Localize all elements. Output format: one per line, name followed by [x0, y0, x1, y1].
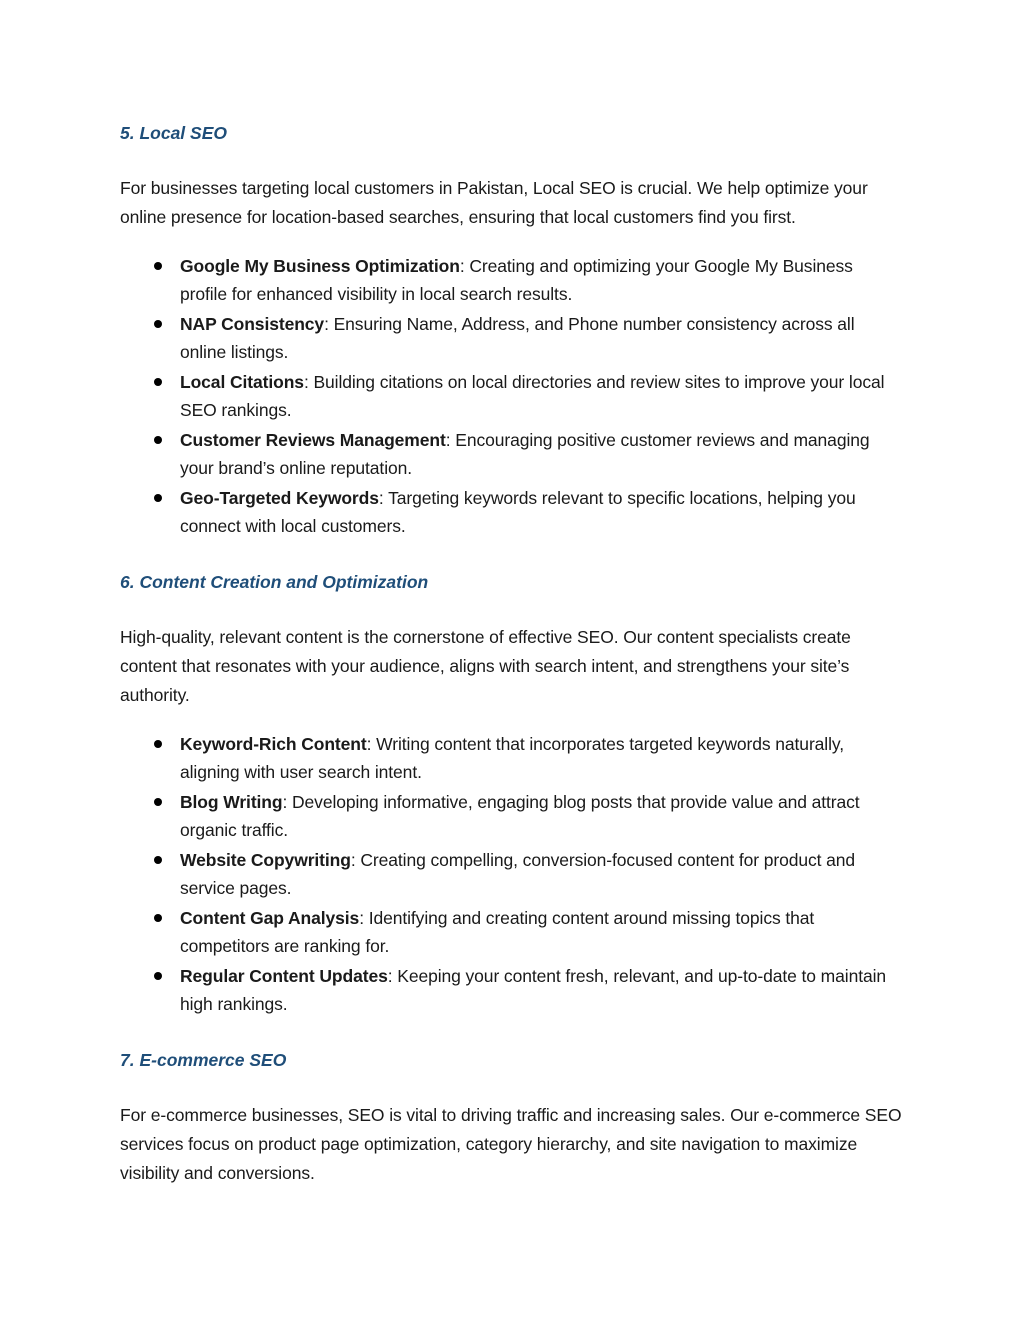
list-item-term: Regular Content Updates [180, 966, 388, 986]
paragraph-local-seo: For businesses targeting local customers in Pakistan, Local SEO is crucial. We help optimize your online presence for location-based searches, ensuring that local customers find you first. [120, 178, 868, 227]
paragraph-content-creation: High-quality, relevant content is the cornerstone of effective SEO. Our content specialists create content that resonates with your audience, aligns with search intent, and strengthens your site’s authority. [120, 627, 851, 705]
bullet-icon [154, 740, 162, 748]
list-item-desc: : Targeting keywords relevant to specific locations, helping you connect with local customers. [180, 488, 856, 536]
bullet-icon [154, 972, 162, 980]
list-item [120, 484, 910, 540]
list-item-term: NAP Consistency [180, 314, 325, 334]
bullet-icon [154, 798, 162, 806]
list-item-desc: : Creating compelling, conversion-focused content for product and service pages. [180, 850, 856, 898]
list-item [120, 310, 910, 366]
list-item [120, 788, 910, 844]
list-content-creation [120, 730, 910, 1020]
list-item-desc: : Identifying and creating content around missing topics that competitors are ranking for. [180, 908, 815, 956]
heading-local-seo: 5. Local SEO [120, 123, 227, 143]
list-item [120, 904, 910, 960]
list-item [120, 846, 910, 902]
bullet-icon [154, 494, 162, 502]
list-local-seo [120, 252, 910, 542]
list-item-term: Keyword-Rich Content [180, 734, 367, 754]
list-item [120, 730, 910, 786]
list-item-desc: : Encouraging positive customer reviews and managing your brand’s online reputation. [180, 430, 870, 478]
list-item-desc: : Ensuring Name, Address, and Phone number consistency across all online listings. [180, 314, 855, 362]
paragraph-ecommerce-seo: For e-commerce businesses, SEO is vital to driving traffic and increasing sales. Our e-commerce SEO services focus on product page optimization, category hierarchy, and site navigation to maximize visibility and conversions. [120, 1105, 902, 1183]
list-item-term: Blog Writing [180, 792, 283, 812]
list-item [120, 962, 910, 1018]
list-item-desc: : Developing informative, engaging blog posts that provide value and attract organic traffic. [180, 792, 860, 840]
bullet-icon [154, 914, 162, 922]
list-item-term: Local Citations [180, 372, 304, 392]
list-item-desc: : Writing content that incorporates targeted keywords naturally, aligning with user search intent. [180, 734, 844, 782]
bullet-icon [154, 378, 162, 386]
list-item-term: Google My Business Optimization [180, 256, 460, 276]
list-item-desc: : Building citations on local directories and review sites to improve your local SEO rankings. [180, 372, 885, 420]
list-item-term: Customer Reviews Management [180, 430, 446, 450]
list-item [120, 426, 910, 482]
list-item-term: Geo-Targeted Keywords [180, 488, 379, 508]
heading-content-creation: 6. Content Creation and Optimization [120, 572, 429, 592]
list-item-desc: : Creating and optimizing your Google My Business profile for enhanced visibility in local search results. [180, 256, 853, 304]
bullet-icon [154, 856, 162, 864]
list-item [120, 252, 910, 308]
list-item-desc: : Keeping your content fresh, relevant, and up-to-date to maintain high rankings. [180, 966, 887, 1014]
list-item [120, 368, 910, 424]
list-item-term: Content Gap Analysis [180, 908, 360, 928]
bullet-icon [154, 262, 162, 270]
list-item-term: Website Copywriting [180, 850, 351, 870]
bullet-icon [154, 320, 162, 328]
heading-ecommerce-seo: 7. E-commerce SEO [120, 1050, 287, 1070]
bullet-icon [154, 436, 162, 444]
